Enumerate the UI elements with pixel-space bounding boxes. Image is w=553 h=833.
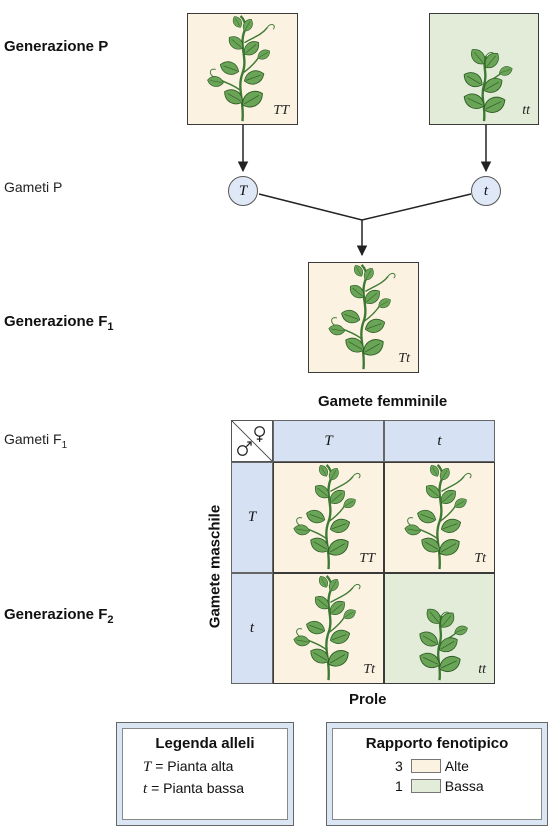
parent-tall-genotype: TT — [273, 103, 289, 118]
offspring-label: Prole — [349, 691, 387, 708]
p-generation-label: Generazione P — [4, 38, 109, 55]
parent-tall-plant — [187, 13, 298, 125]
punnett-cell-1 — [273, 462, 384, 573]
punnett-cell-3 — [273, 573, 384, 684]
ratio-legend — [326, 722, 548, 826]
parent-short-genotype: tt — [522, 103, 530, 118]
f2-generation-label: Generazione $F_2$ — [4, 606, 114, 626]
allele-legend — [116, 722, 294, 826]
tall-swatch — [411, 759, 441, 773]
f1-gametes-label: Gameti $F_1$ — [4, 431, 68, 451]
female-allele-1: T — [273, 420, 384, 462]
legend-item: t = Pianta bassa — [143, 780, 245, 797]
cell-2-genotype: Tt — [474, 551, 486, 566]
parent-short-plant — [429, 13, 539, 125]
cell-1-genotype: TT — [359, 551, 375, 566]
punnett-corner — [231, 420, 273, 462]
male-allele-2: t — [231, 573, 273, 684]
punnett-cell-4 — [384, 573, 495, 684]
cell-3-genotype: Tt — [363, 662, 375, 677]
ratio-item-short: 1 Bassa — [395, 778, 484, 794]
female-gamete-header: Gamete femminile — [318, 393, 448, 410]
male-gamete-header: Gamete maschile — [206, 504, 224, 629]
sex-symbols-icon — [232, 421, 272, 461]
short-swatch — [411, 779, 441, 793]
legend-item: T = Pianta alta — [143, 758, 234, 775]
f1-generation-label: Generazione $F_1$ — [4, 313, 114, 333]
gamete-p-left: T — [228, 176, 258, 206]
cell-4-genotype: tt — [478, 662, 486, 677]
gamete-p-right: t — [471, 176, 501, 206]
allele-legend-title: Legenda alleli — [155, 735, 255, 752]
punnett-cell-2 — [384, 462, 495, 573]
ratio-item-tall: 3 Alte — [395, 758, 469, 774]
p-gametes-label: Gameti P — [4, 179, 63, 195]
ratio-legend-title: Rapporto fenotipico — [365, 735, 509, 752]
female-allele-2: t — [384, 420, 495, 462]
f1-plant — [308, 262, 419, 373]
male-allele-1: T — [231, 462, 273, 573]
f1-genotype: Tt — [398, 351, 410, 366]
